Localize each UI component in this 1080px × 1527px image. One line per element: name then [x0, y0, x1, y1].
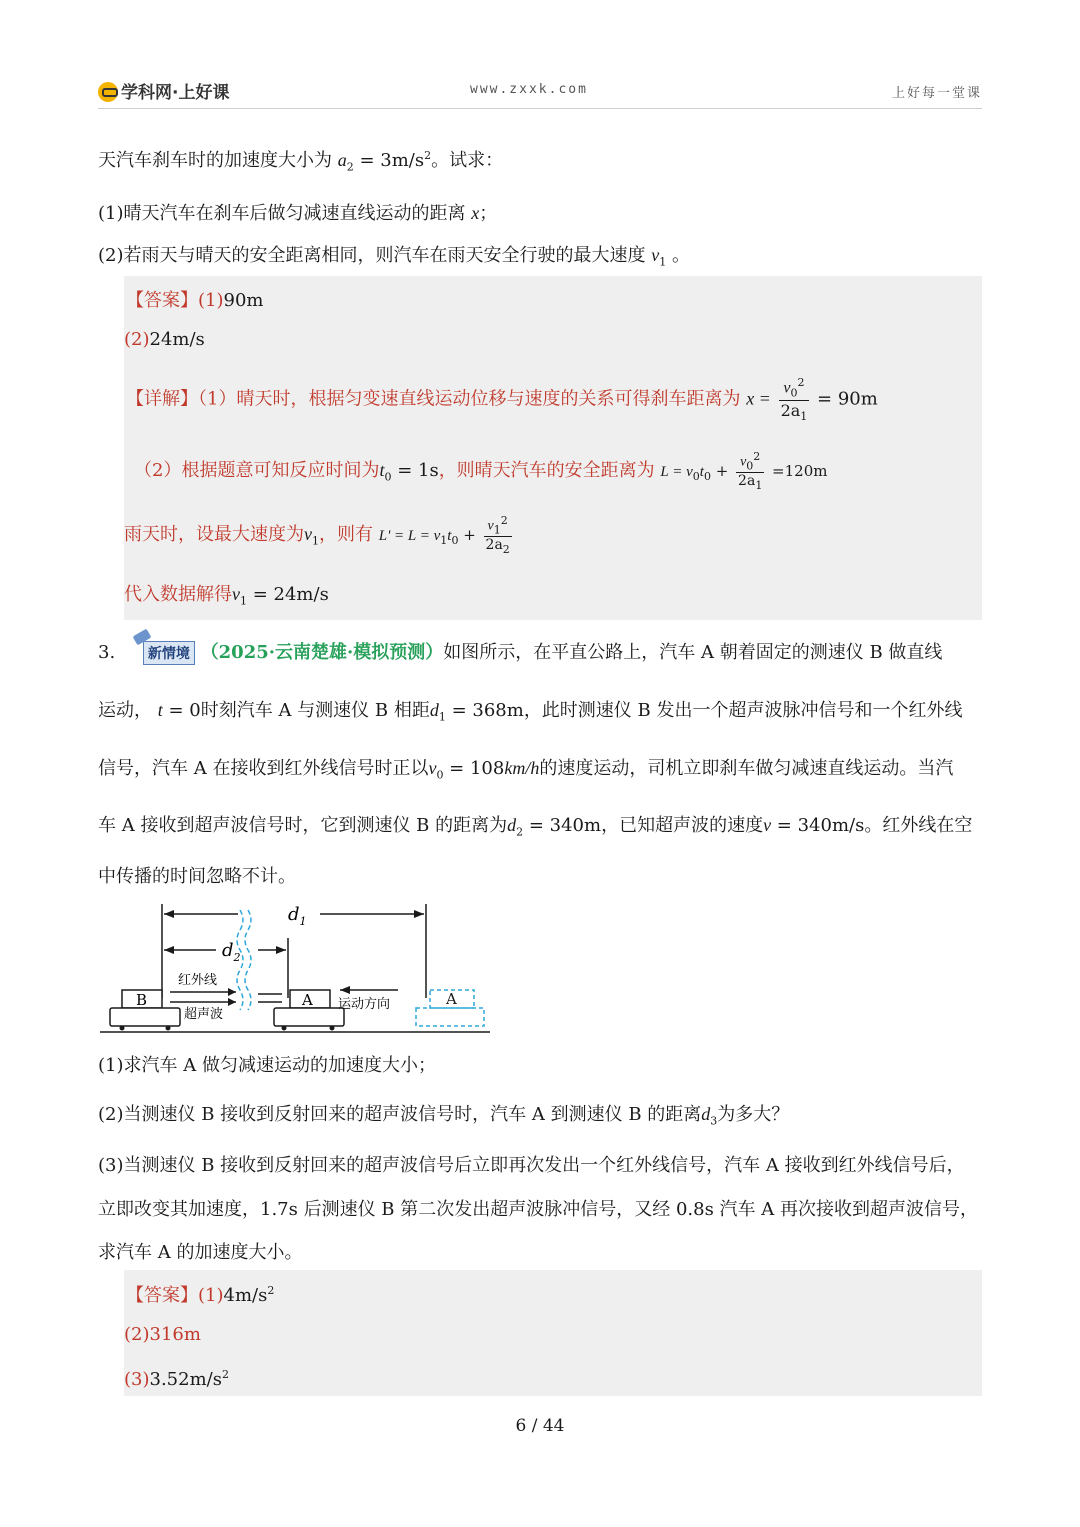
q3-answer-line2: (2)316m: [124, 1324, 201, 1345]
page-header: [98, 76, 982, 109]
q3-part2: (2)当测速仪 B 接收到反射回来的超声波信号时，汽车 A 到测速仪 B 的距离$d_3$为多大？: [98, 1104, 790, 1128]
q2-detail-2: （2）根据题意可知反应时间为$t_0 = 1s$，则晴天汽车的安全距离为 $L = v_0t_0$ + $\frac{v_0^2}{2a_1}$ =120m: [134, 450, 828, 493]
ultrasonic-label: 超声波: [184, 1007, 224, 1022]
b-label: B: [136, 991, 148, 1009]
q3-line2: 运动， t = 0时刻汽车 A 与测速仪 B 相距$d_1 = 368m$，此时测速仪 B 发出一个超声波脉冲信号和一个红外线: [98, 700, 963, 724]
q2-answer-line1: 【答案】(1)90m: [126, 290, 264, 311]
question-source: （2025·云南楚雄·模拟预测）: [200, 642, 444, 663]
infrared-label: 红外线: [178, 973, 218, 988]
wheel: [166, 1026, 171, 1031]
q3-part3-line3: 求汽车 A 的加速度大小。: [98, 1242, 303, 1263]
wave-line-2: [245, 910, 251, 1010]
site-motto: 上好每一堂课: [891, 86, 982, 101]
q3-part3-line2: 立即改变其加速度，1.7s 后测速仪 B 第二次发出超声波脉冲信号，又经 0.8s 汽车 A 再次接收到超声波信号，: [98, 1199, 979, 1220]
q3-answer-line1: 【答案】$(1)4m/s^2$: [126, 1284, 275, 1306]
q3-line5: 中传播的时间忽略不计。: [98, 866, 296, 887]
d2-arrowhead-left: [164, 946, 174, 954]
q2-intro-line: 天汽车刹车时的加速度大小为 $a_2 = 3m/s^2$。试求：: [98, 149, 504, 174]
a-base: [274, 1008, 344, 1026]
new-context-badge: 新情境: [143, 641, 195, 665]
fraction: $\frac{v_0^2}{2a_1}$: [780, 376, 808, 423]
q3-answer-line3: $(3)3.52m/s^2$: [124, 1368, 229, 1390]
fraction: $\frac{v_1^2}{2a_2}$: [485, 514, 510, 557]
b-base: [110, 1008, 180, 1026]
q3-part1: (1)求汽车 A 做匀减速运动的加速度大小；: [98, 1055, 436, 1076]
q2-answer-line2: (2)24m/s: [124, 329, 205, 350]
d1-label: $d_1$: [288, 904, 307, 928]
d1-arrowhead-left: [164, 910, 174, 918]
ultrasonic-arrowhead: [228, 998, 236, 1006]
direction-label: 运动方向: [338, 997, 391, 1012]
q3-part3-line1: (3)当测速仪 B 接收到反射回来的超声波信号后立即再次发出一个红外线信号，汽车 A 接收到红外线信号后，: [98, 1155, 965, 1176]
page-number: 6 / 44: [515, 1416, 565, 1436]
site-url[interactable]: www.zxxk.com: [470, 82, 588, 97]
fraction: $\frac{v_0^2}{2a_1}$: [738, 450, 763, 493]
wheel: [120, 1026, 125, 1031]
q3-line3: 信号，汽车 A 在接收到红外线信号时正以$v_0 = 108km/h$的速度运动，司机立即刹车做匀减速直线运动。当汽: [98, 758, 954, 782]
question-number: 3.: [98, 642, 116, 663]
direction-arrowhead: [340, 986, 350, 994]
logo-icon: [98, 82, 118, 102]
speed-meter-diagram: [98, 898, 498, 1038]
q2-part2: (2)若雨天与晴天的安全距离相同，则汽车在雨天安全行驶的最大速度 $v_1$ 。: [98, 245, 690, 269]
a-ghost-label: A: [446, 990, 457, 1008]
q2-detail-1: 【详解】（1）晴天时，根据匀变速直线运动位移与速度的关系可得刹车距离为 x = $\frac{v_0^2}{2a_1}$ = 90m: [126, 376, 878, 423]
infrared-arrowhead: [228, 988, 236, 996]
q3-answer-box: [124, 1270, 982, 1396]
d1-arrowhead-right: [414, 910, 424, 918]
d2-arrowhead-right: [276, 946, 286, 954]
q2-answer-box: [124, 276, 982, 620]
a-label: A: [302, 991, 313, 1009]
q2-detail-4: 代入数据解得$v_1 = 24m/s$: [124, 584, 329, 608]
q3-line4: 车 A 接收到超声波信号时，它到测速仪 B 的距离为$d_2 = 340m$，已知超声波的速度v = 340m/s。红外线在空: [98, 815, 973, 839]
q2-part1: (1)晴天汽车在刹车后做匀减速直线运动的距离 x；: [98, 203, 498, 224]
q2-detail-3: 雨天时，设最大速度为$v_1$，则有 $L' = L = v_1t_0$ + $\frac{v_1^2}{2a_2}$: [124, 514, 510, 557]
q3-line1: 3. 新情境 （2025·云南楚雄·模拟预测）如图所示，在平直公路上，汽车 A 朝着固定的测速仪 B 做直线: [98, 642, 943, 663]
a-ghost-base: [416, 1008, 484, 1026]
wheel: [282, 1026, 287, 1031]
wheel: [330, 1026, 335, 1031]
site-logo[interactable]: 学科网·上好课: [98, 78, 229, 103]
d2-label: $d_2$: [222, 940, 241, 964]
